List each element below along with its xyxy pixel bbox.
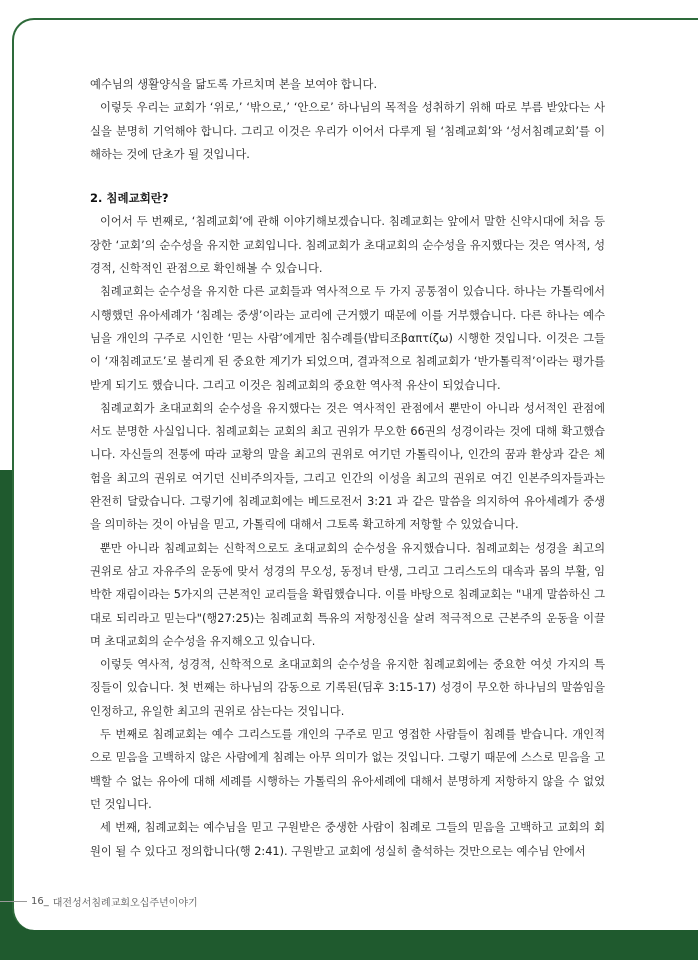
- page-footer: [0, 893, 198, 909]
- page-number: 16_: [31, 895, 49, 907]
- body-paragraph: 뿐만 아니라 침례교회는 신학적으로도 초대교회의 순수성을 유지했습니다. 침례교회는 성경을 최고의 권위로 삼고 자유주의 운동에 맞서 성경의 무오성, 동정녀 탄생, 그리고 그리스도의 대속과 몸의 부활, 임박한 재림이라는 5가지의 근본적인 교리들을 확립했습니다. 이를 바탕으로 침례교회는 "내게 말씀하신 그대로 되리라고 믿는다"(행27:25)는 침례교회 특유의 저항정신을 살려 적극적으로 근본주의 운동을 이끌며 초대교회의 순수성을 유지해오고 있습니다.: [90, 541, 605, 648]
- book-title: 대전성서침례교회오십주년이야기: [52, 897, 198, 909]
- body-paragraph: 침례교회는 순수성을 유지한 다른 교회들과 역사적으로 두 가지 공통점이 있습니다. 하나는 가톨릭에서 시행했던 유아세례가 ‘침례는 중생’이라는 교리에 근거했기 때문에 이를 거부했습니다. 다른 하나는 예수님을 개인의 구주로 시인한 ‘믿는 사람’에게만 침수례를(밥티조βαπτίζω) 시행한 것입니다. 이것은 그들이 ‘재침례교도’로 불리게 된 중요한 계기가 되었으며, 결과적으로 침례교회가 ‘반가톨릭적’이라는 평가를 받게 되기도 했습니다. 그리고 이것은 침례교회의 중요한 역사적 유산이 되었습니다.: [90, 285, 605, 392]
- footer-rule: [0, 901, 27, 902]
- section-heading: 2. 침례교회란?: [90, 191, 169, 206]
- body-paragraph: 이어서 두 번째로, ‘침례교회’에 관해 이야기해보겠습니다. 침례교회는 앞에서 말한 신약시대에 처음 등장한 ‘교회’의 순수성을 유지한 교회입니다. 침례교회가 초대교회의 순수성을 유지했다는 것은 역사적, 성경적, 신학적인 관점으로 확인해볼 수 있습니다.: [90, 215, 605, 276]
- body-paragraph: 침례교회가 초대교회의 순수성을 유지했다는 것은 역사적인 관점에서 뿐만이 아니라 성서적인 관점에서도 분명한 사실입니다. 침례교회는 교회의 최고 권위가 무오한 66권의 성경이라는 것에 대해 확고했습니다. 자신들의 전통에 따라 교황의 말을 최고의 권위로 여기던 가톨릭이나, 인간의 꿈과 환상과 같은 체험을 최고의 권위로 여기던 신비주의자들, 그리고 인간의 이성을 최고의 권위로 여긴 인본주의자들과는 완전히 달랐습니다. 그렇기에 침례교회에는 베드로전서 3:21 과 같은 말씀을 의지하여 유아세례가 중생을 의미하는 것이 아님을 믿고, 가톨릭에 대해서 그토록 확고하게 저항할 수 있었습니다.: [90, 401, 605, 532]
- body-paragraph: 이렇듯 역사적, 성경적, 신학적으로 초대교회의 순수성을 유지한 침례교회에는 중요한 여섯 가지의 특징들이 있습니다. 첫 번째는 하나님의 감동으로 기록된(딤후 3:15-17) 성경이 무오한 하나님의 말씀임을 인정하고, 유일한 최고의 권위로 삼는다는 것입니다.: [90, 658, 605, 718]
- body-paragraph: 예수님의 생활양식을 닮도록 가르치며 본을 보여야 합니다.: [90, 78, 378, 91]
- body-paragraph: 두 번째로 침례교회는 예수 그리스도를 개인의 구주로 믿고 영접한 사람들이 침례를 받습니다. 개인적으로 믿음을 고백하지 않은 사람에게 침례는 아무 의미가 없는 것입니다. 그렇기 때문에 스스로 믿음을 고백할 수 없는 유아에 대해 세례를 시행하는 가톨릭의 유아세례에 대해서 분명하게 저항하지 않을 수 없었던 것입니다.: [90, 728, 605, 811]
- document-body: [90, 73, 605, 863]
- body-paragraph: 세 번째, 침례교회는 예수님을 믿고 구원받은 중생한 사람이 침례로 그들의 믿음을 고백하고 교회의 회원이 될 수 있다고 정의합니다(행 2:41). 구원받고 교회에 성실히 출석하는 것만으로는 예수님 안에서: [90, 821, 605, 858]
- body-paragraph: 이렇듯 우리는 교회가 ‘위로,’ ‘밖으로,’ ‘안으로’ 하나님의 목적을 성취하기 위해 따로 부름 받았다는 사실을 분명히 기억해야 합니다. 그리고 이것은 우리가 이어서 다루게 될 ‘침례교회’와 ‘성서침례교회’를 이해하는 것에 단초가 될 것입니다.: [90, 101, 605, 161]
